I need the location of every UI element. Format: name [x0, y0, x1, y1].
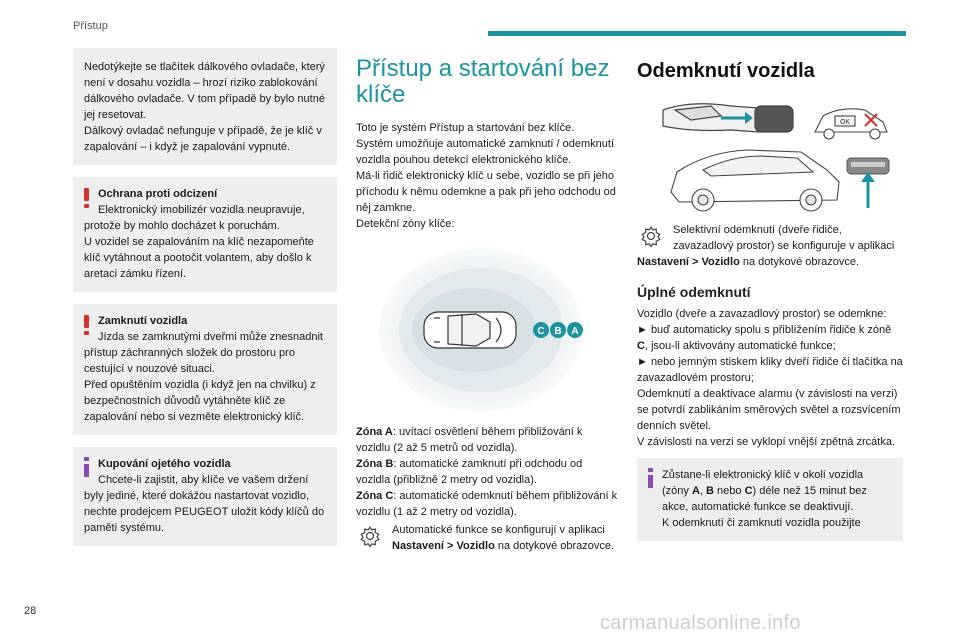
warning-box-lock: [73, 304, 337, 435]
info-text: Zůstane-li elektronický klíč v okolí vozidla (zóny A, B nebo C) déle než 15 minut bez akce, automatické funkce se deaktivují. K odemknutí či zamknutí vozidla použijte: [662, 469, 867, 529]
note-text: Nedotýkejte se tlačítek dálkového ovladače, který není v dosahu vozidla – hrozí riziko zablokování dálkového ovladače. V tom případě by bylo nutné jej resetovat. Dálkový ovladač nefunguje v případě, že je klíč v zapalování – i když je zapalování vypnuté.: [84, 61, 325, 153]
subheading-full-unlock: Úplné odemknutí: [637, 284, 751, 300]
settings-gear-icon: [637, 222, 665, 250]
bullet-auto: ► buď automaticky spolu s přiblížením řidiče k zóně C, jsou-li aktivovány automatické funkce;: [637, 324, 892, 352]
info-box-timeout: [637, 458, 903, 541]
warning-text: Jízda se zamknutými dveřmi může znesnadnit přístup záchranných složek do prostoru pro cestující v nouzové situaci. Před opuštěním vozidla (i když jen na chvilku) z bezpečnostních důvodů vytáhněte klíč ze zapalování nebo si vezměte elektronický klíč.: [84, 331, 323, 423]
zone-a-description: Zóna A: uvítací osvětlení během přibližování k vozidlu (2 až 5 metrů od vozidla).: [356, 426, 583, 454]
warning-title: Zamknutí vozidla: [98, 315, 188, 327]
info-icon: [648, 468, 654, 488]
unlock-illustration: [651, 96, 893, 214]
note-box-remote: [73, 48, 337, 165]
warning-icon: [84, 188, 90, 208]
info-icon: [84, 457, 90, 477]
warning-box-theft: [73, 177, 337, 292]
car-side-small: [815, 109, 887, 139]
zone-label-b: B: [554, 326, 562, 337]
detection-zones-diagram: [378, 246, 584, 414]
watermark-text: carmanualsonline.info: [600, 612, 801, 634]
section-heading: Přístup a startování bez klíče: [356, 55, 610, 108]
info-text: Chcete-li zajistit, aby klíče ve vašem držení byly jediné, které dokážou nastartovat vozidlo, nechte prodejcem PEUGEOT uložit kódy klíčů do paměti systému.: [84, 474, 325, 534]
warning-text: Elektronický imobilizér vozidla neupravuje, protože by mohlo docházet k poruchám. U vozidel se zapalováním na klíč nezapomeňte klíč vytáhnout a pootočit volantem, aby došlo k aretaci zámku řízení.: [84, 204, 314, 280]
settings-gear-icon: [356, 522, 384, 550]
column-right: [637, 48, 903, 553]
car-unlock-figure: [651, 96, 893, 214]
selective-unlock-note: Selektivní odemknutí (dveře řidiče, zavazadlový prostor) se konfiguruje v aplikaci Nastavení > Vozidlo na dotykové obrazovce.: [637, 224, 895, 268]
info-title: Kupování ojetého vozidla: [98, 458, 231, 470]
warning-title: Ochrana proti odcizení: [98, 188, 218, 200]
zone-label-a: A: [571, 326, 579, 337]
settings-note: Automatické funkce se konfigurují v aplikaci Nastavení > Vozidlo na dotykové obrazovce.: [356, 522, 618, 554]
header-accent-bar: [488, 31, 906, 36]
car-three-quarter: [671, 150, 839, 211]
zone-b-description: Zóna B: automatické zamknutí při odchodu od vozidla (přibližně 2 metry od vozidla).: [356, 458, 583, 486]
zones-illustration: [378, 246, 584, 414]
intro-text: Toto je systém Přístup a startování bez klíče. Systém umožňuje automatické zamknutí / odemknutí vozidla pouhou detekcí elektronického klíče. Má-li řidič elektronický klíč u sebe, vozidlo se při jeho příchodu k němu odemkne a pak při jeho odchodu od něj zamkne. Detekční zóny klíče:: [356, 122, 616, 230]
zone-c-description: Zóna C: automatické odemknutí během přibližování k vozidlu (1 až 2 metry od vozidla).: [356, 490, 618, 518]
page-header-title: Přístup: [73, 20, 108, 32]
car-top-view: [424, 312, 516, 348]
ok-label: OK: [839, 119, 851, 126]
column-middle: [356, 48, 618, 554]
page-number: 28: [24, 605, 37, 617]
warning-icon: [84, 315, 90, 335]
full-unlock-intro: Vozidlo (dveře a zavazadlový prostor) se odemkne:: [637, 308, 887, 320]
zone-label-c: C: [537, 326, 545, 337]
bullet-handle: ► nebo jemným stiskem kliky dveří řidiče či tlačítka na zavazadlovém prostoru;: [637, 356, 903, 384]
column-left: [73, 48, 337, 558]
section-heading-unlock: Odemknutí vozidla: [637, 60, 815, 82]
info-box-used-car: [73, 447, 337, 546]
unlock-confirmation-text: Odemknutí a deaktivace alarmu (v závislosti na verzi) se potvrdí zablikáním směrových světel a rozsvícením denních světel. V závislosti na verzi se vyklopí vnější zpětná zrcátka.: [637, 388, 901, 448]
